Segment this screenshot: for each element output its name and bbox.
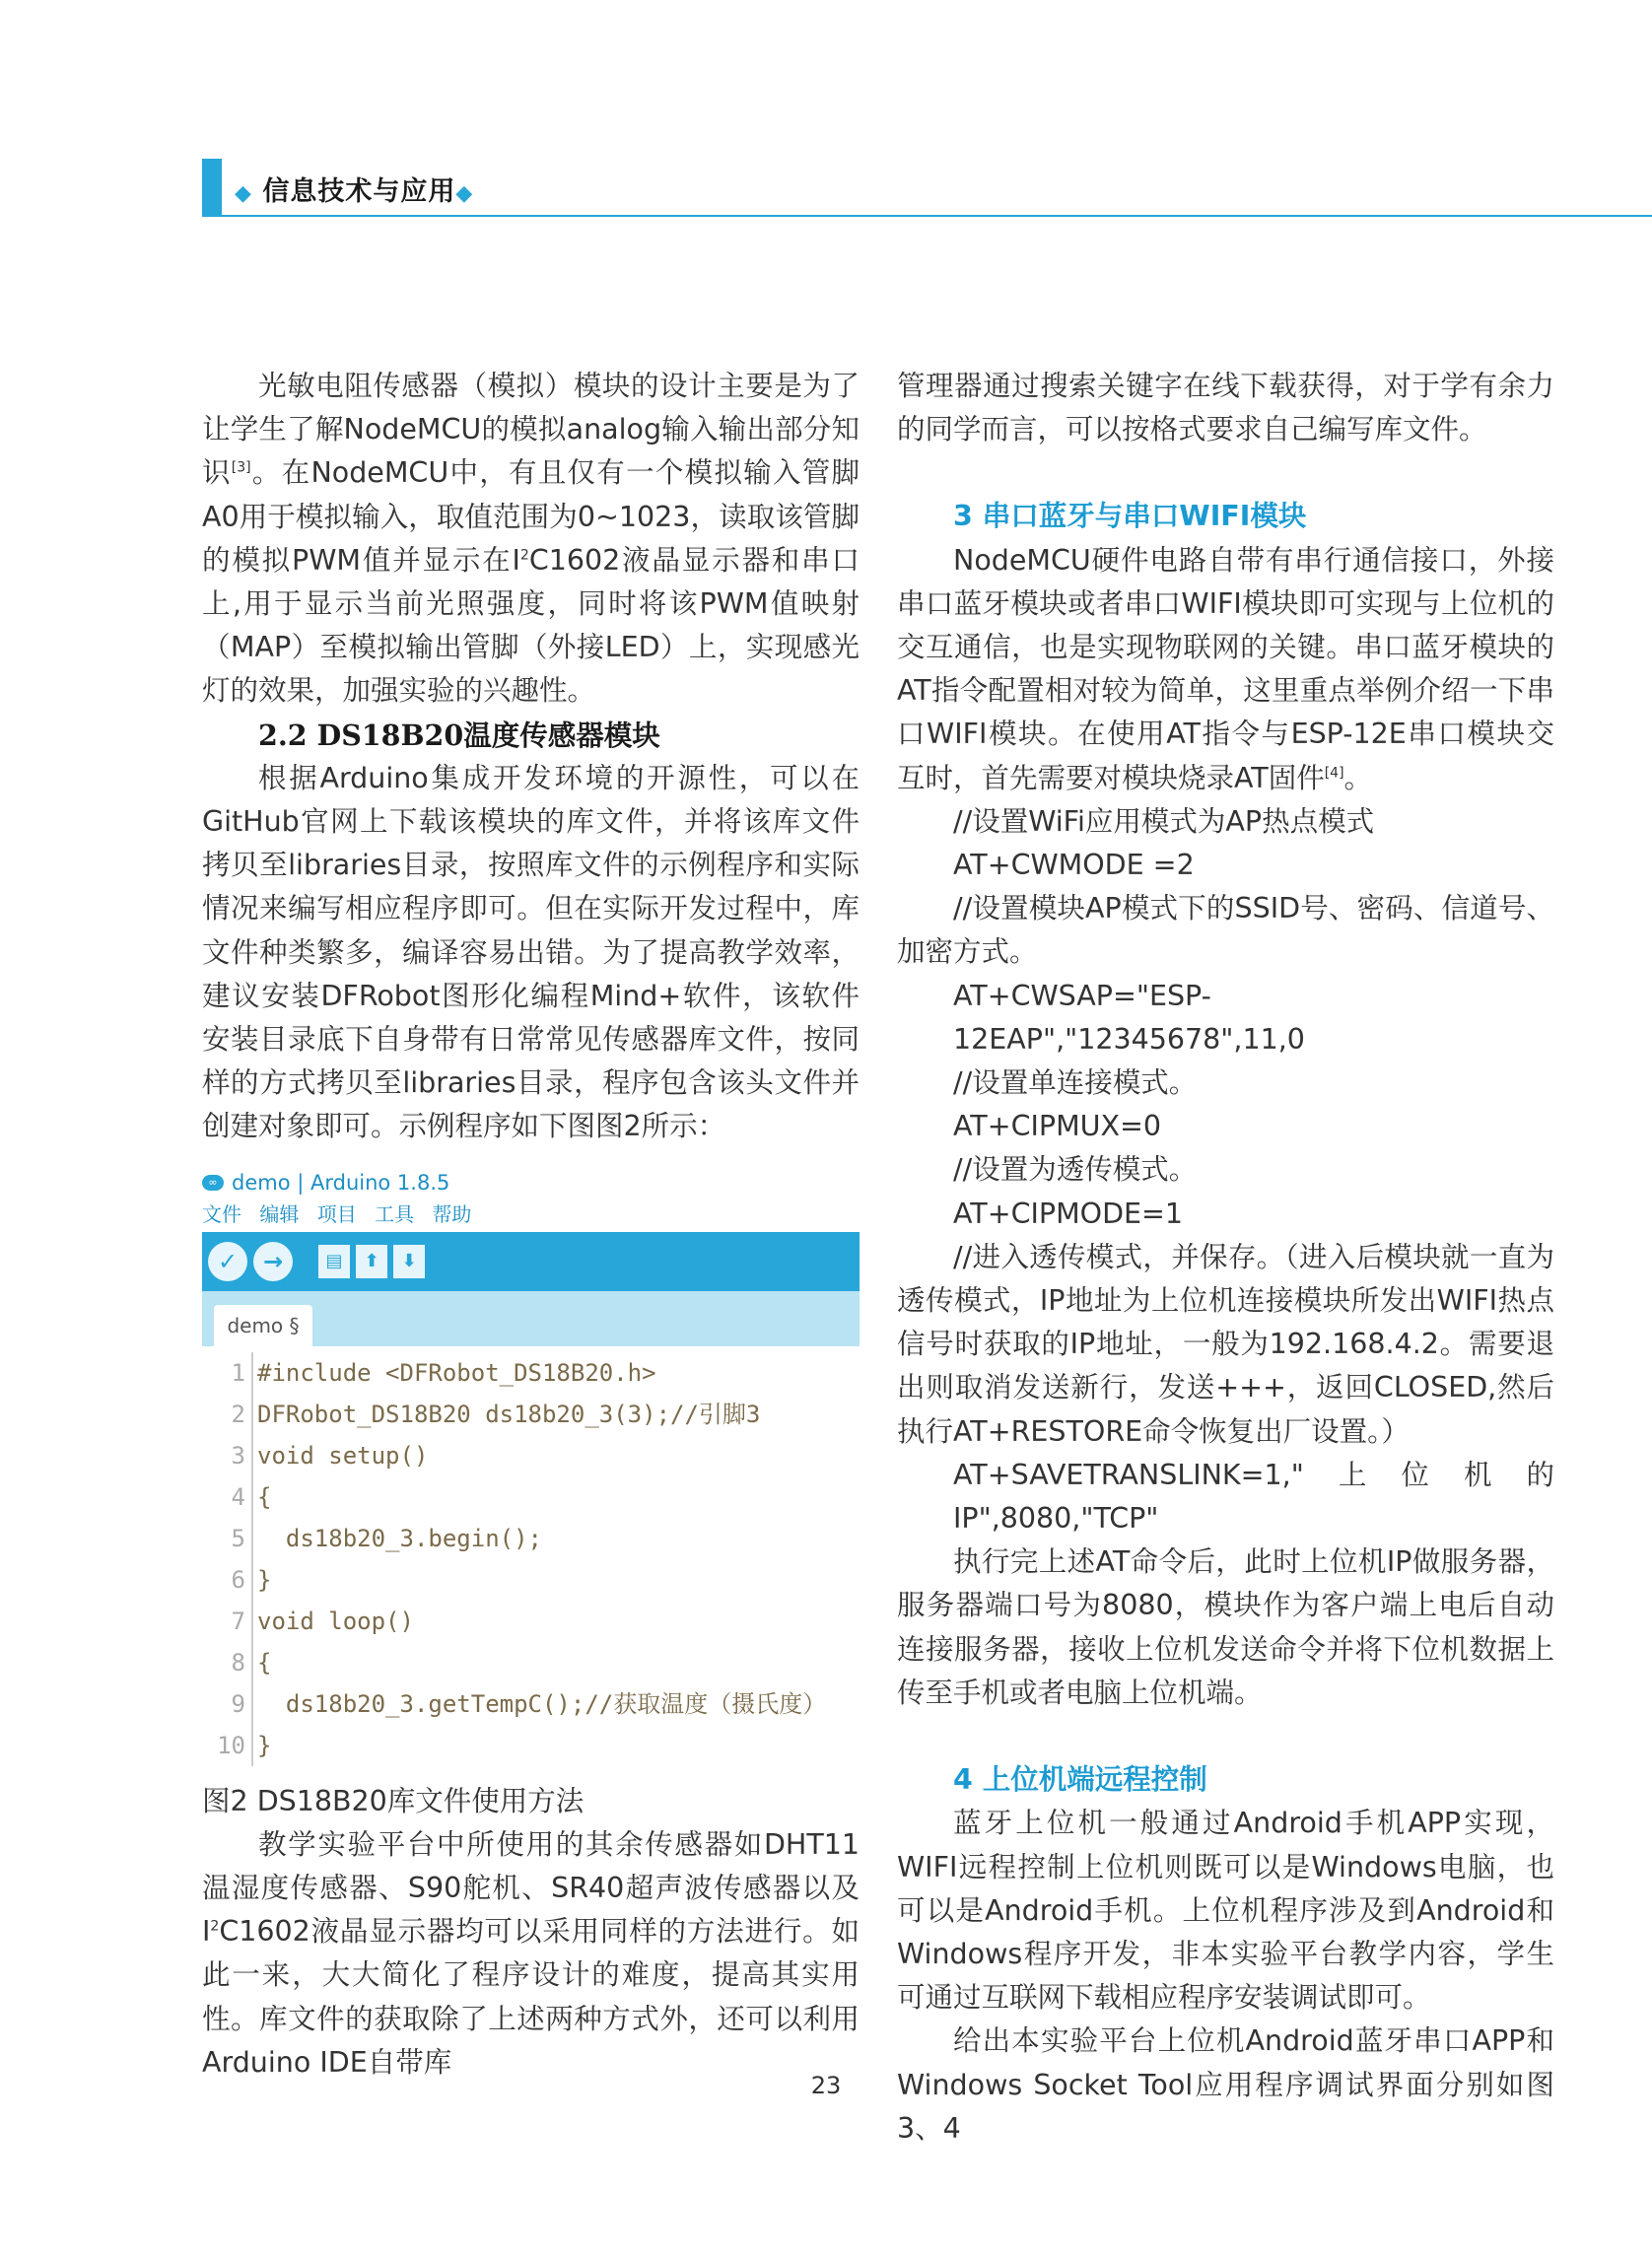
paragraph: 教学实验平台中所使用的其余传感器如DHT11温湿度传感器、S90舵机、SR40超声波传感器以及$I^2C1602$液晶显示器均可以采用同样的方法进行。如此一来，大大简化了程序设计的难度，提高其实用性。库文件的获取除了上述两种方式外，还可以利用Arduino IDE自带库 <box>202 1827 860 2079</box>
diamond-icon: ◆ <box>455 181 474 206</box>
at-command: AT+CIPMODE=1 <box>953 1197 1184 1230</box>
at-command: AT+CWSAP="ESP-12EAP","12345678",11,0 <box>953 979 1305 1056</box>
paragraph: 根据Arduino集成开发环境的开源性，可以在GitHub官网上下载该模块的库文件，并将该库文件拷贝至libraries目录，按照库文件的示例程序和实际情况来编写相应程序即可。但在实际开发过程中，库文件种类繁多，编译容易出错。为了提高教学效率，建议安装DFRobot图形化编程Mind+软件，该软件安装目录底下自身带有日常常见传感器库文件，按同样的方式拷贝至libraries目录，程序包含该头文件并创建对象即可。示例程序如下图图2所示： <box>202 761 860 1143</box>
new-file-icon[interactable]: ▤ <box>318 1245 350 1278</box>
ide-toolbar <box>202 1232 860 1291</box>
paragraph: NodeMCU硬件电路自带有串行通信接口，外接串口蓝牙模块或者串口WIFI模块即可实现与上位机的交互通信，也是实现物联网的关键。串口蓝牙模块的AT指令配置相对较为简单，这里重点举例介绍一下串口WIFI模块。在使用AT指令与ESP-12E串口模块交互时，首先需要对模块烧录AT固件[4]。 <box>897 543 1554 794</box>
code-line: 4 { <box>202 1476 860 1518</box>
paragraph: 执行完上述AT命令后，此时上位机IP做服务器，服务器端口号为8080，模块作为客户端上电后自动连接服务器，接收上位机发送命令并将下位机数据上传至手机或者电脑上位机端。 <box>897 1545 1554 1709</box>
menu-project[interactable]: 项目 <box>316 1201 357 1226</box>
menu-file[interactable]: 文件 <box>202 1201 241 1226</box>
ide-tabbar <box>202 1291 860 1346</box>
menu-edit[interactable]: 编辑 <box>259 1201 300 1226</box>
paragraph: 蓝牙上位机一般通过Android手机APP实现，WIFI远程控制上位机则既可以是Windows电脑，也可以是Android手机。上位机程序涉及到Android和Windows程序开发，非本实验平台教学内容，学生可通过互联网下载相应程序安装调试即可。 <box>897 1807 1554 2015</box>
journal-title: 信息技术与应用 <box>262 176 456 207</box>
at-command: AT+CIPMUX=0 <box>953 1110 1162 1143</box>
ide-menubar <box>202 1198 860 1232</box>
paragraph: 光敏电阻传感器（模拟）模块的设计主要是为了让学生了解NodeMCU的模拟analog输入输出部分知识[3]。在NodeMCU中，有且仅有一个模拟输入管脚A0用于模拟输入，取值范围为0~1023，读取该管脚的模拟PWM值并显示在$I^2C1602$液晶显示器和串口上,用于显示当前光照强度，同时将该PWM值映射（MAP）至模拟输出管脚（外接LED）上，实现感光灯的效果，加强实验的兴趣性。 <box>202 370 860 708</box>
left-column <box>202 365 860 2085</box>
ide-titlebar <box>202 1167 860 1198</box>
section-heading: 3 串口蓝牙与串口WIFI模块 <box>953 500 1307 533</box>
code-line: 10 } <box>202 1725 860 1766</box>
journal-header <box>235 170 473 208</box>
figure-caption: 图2 DS18B20库文件使用方法 <box>202 1784 585 1817</box>
page-number: 23 <box>810 2072 842 2099</box>
at-command: AT+SAVETRANSLINK=1,"上位机的IP",8080,"TCP" <box>953 1458 1554 1536</box>
code-line: 6 } <box>202 1559 860 1601</box>
code-line: 8 { <box>202 1642 860 1683</box>
code-line: 3 void setup() <box>202 1435 860 1476</box>
section-heading: 4 上位机端远程控制 <box>953 1763 1207 1797</box>
tab-demo[interactable]: demo § <box>214 1305 312 1346</box>
save-file-icon[interactable]: ⬇ <box>393 1245 425 1278</box>
open-file-icon[interactable]: ⬆ <box>356 1245 387 1278</box>
section-heading: 2.2 DS18B20温度传感器模块 <box>258 718 660 752</box>
code-line: 7 void loop() <box>202 1601 860 1642</box>
diamond-icon: ◆ <box>235 181 252 206</box>
arduino-logo-icon: ∞ <box>202 1175 224 1191</box>
code-line: 2 DFRobot_DS18B20 ds18b20_3(3);//引脚3 <box>202 1394 860 1435</box>
menu-tools[interactable]: 工具 <box>375 1201 415 1226</box>
at-command-comment: //设置为透传模式。 <box>953 1153 1198 1187</box>
right-column <box>897 365 1554 2151</box>
verify-icon[interactable]: ✓ <box>208 1242 247 1281</box>
upload-icon[interactable]: → <box>253 1242 293 1281</box>
at-command-comment: //设置WiFi应用模式为AP热点模式 <box>953 804 1375 838</box>
menu-help[interactable]: 帮助 <box>432 1201 472 1226</box>
at-command-comment: //进入透传模式，并保存。（进入后模块就一直为透传模式，IP地址为上位机连接模块所发出WIFI热点信号时获取的IP地址，一般为192.168.4.2。需要退出则取消发送新行，发送+++，返回CLOSED,然后执行AT+RESTORE命令恢复出厂设置。） <box>897 1240 1554 1448</box>
at-command-comment: //设置单连接模式。 <box>953 1066 1198 1100</box>
header-rule <box>202 215 1652 217</box>
code-line: 1 #include <DFRobot_DS18B20.h> <box>202 1352 860 1394</box>
paragraph: 管理器通过搜索关键字在线下载获得，对于学有余力的同学而言，可以按格式要求自己编写库文件。 <box>897 370 1554 446</box>
code-editor[interactable] <box>202 1346 860 1766</box>
at-command: AT+CWMODE =2 <box>953 849 1195 882</box>
at-command-comment: //设置模块AP模式下的SSID号、密码、信道号、加密方式。 <box>897 892 1554 969</box>
code-line: 9 ds18b20_3.getTempC();//获取温度（摄氏度） <box>202 1683 860 1725</box>
arduino-ide-figure <box>202 1167 860 1766</box>
code-line: 5 ds18b20_3.begin(); <box>202 1518 860 1559</box>
ide-title: demo | Arduino 1.8.5 <box>232 1170 450 1195</box>
header-accent-bar <box>202 159 222 216</box>
paragraph: 给出本实验平台上位机Android蓝牙串口APP和Windows Socket Tool应用程序调试界面分别如图3、4 <box>897 2024 1554 2145</box>
